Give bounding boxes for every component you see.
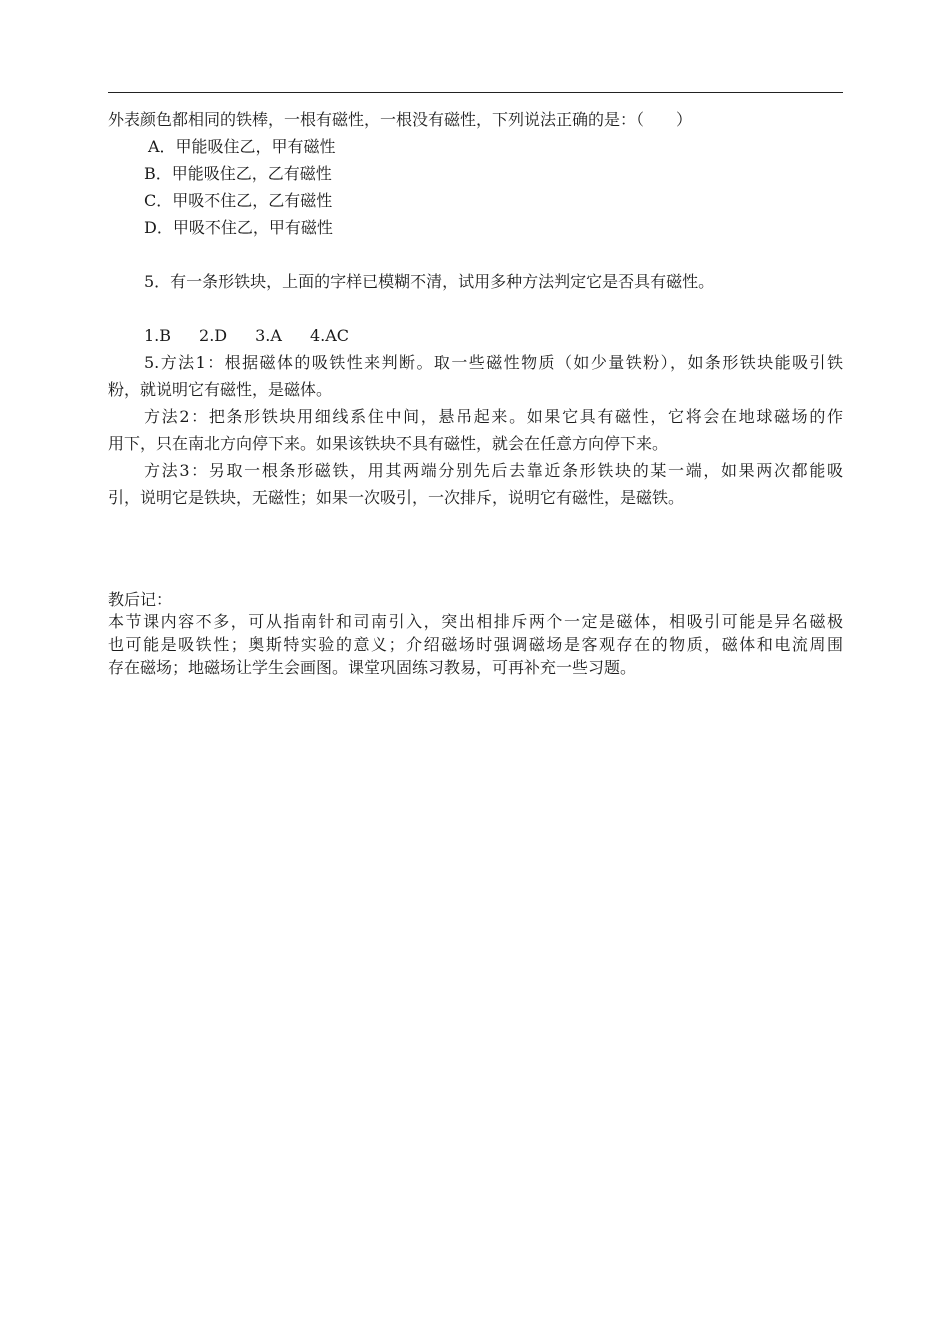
question4-stem: 外表颜色都相同的铁棒，一根有磁性，一根没有磁性，下列说法正确的是：（ ）: [108, 110, 693, 129]
reflection-line2: 也可能是吸铁性；奥斯特实验的意义；介绍磁场时强调磁场是客观存在的物质，磁体和电流周围: [108, 635, 843, 654]
question5-text: 5．有一条形铁块，上面的字样已模糊不清，试用多种方法判定它是否具有磁性。: [144, 272, 715, 291]
answer-4: 4.AC: [309, 326, 350, 345]
header-rule: [108, 92, 843, 93]
reflection-line1: 本节课内容不多，可从指南针和司南引入，突出相排斥两个一定是磁体，相吸引可能是异名磁极: [108, 612, 843, 631]
method3-line1: 方法3：另取一根条形磁铁，用其两端分别先后去靠近条形铁块的某一端，如果两次都能吸: [144, 461, 843, 480]
reflection-line3: 存在磁场；地磁场让学生会画图。课堂巩固练习教易，可再补充一些习题。: [108, 658, 637, 677]
option-c: C．甲吸不住乙，乙有磁性: [144, 191, 333, 210]
answer-key: [144, 326, 377, 346]
option-d: D．甲吸不住乙，甲有磁性: [144, 218, 333, 237]
option-b: B．甲能吸住乙，乙有磁性: [144, 164, 332, 183]
answer-3: 3.A: [255, 326, 282, 345]
method3-line2: 引，说明它是铁块，无磁性；如果一次吸引，一次排斥，说明它有磁性，是磁铁。: [108, 488, 685, 507]
answer-1: 1.B: [144, 326, 172, 345]
method2-line2: 用下，只在南北方向停下来。如果该铁块不具有磁性，就会在任意方向停下来。: [108, 434, 669, 453]
method1-line2: 粉，就说明它有磁性，是磁体。: [108, 380, 333, 399]
answer-2: 2.D: [199, 326, 228, 345]
option-a: A．甲能吸住乙，甲有磁性: [148, 137, 336, 156]
method2-line1: 方法2：把条形铁块用细线系住中间，悬吊起来。如果它具有磁性，它将会在地球磁场的作: [144, 407, 843, 426]
method1-line1: 5.方法1：根据磁体的吸铁性来判断。取一些磁性物质（如少量铁粉），如条形铁块能吸引铁: [144, 353, 843, 372]
reflection-heading: 教后记：: [108, 590, 173, 609]
